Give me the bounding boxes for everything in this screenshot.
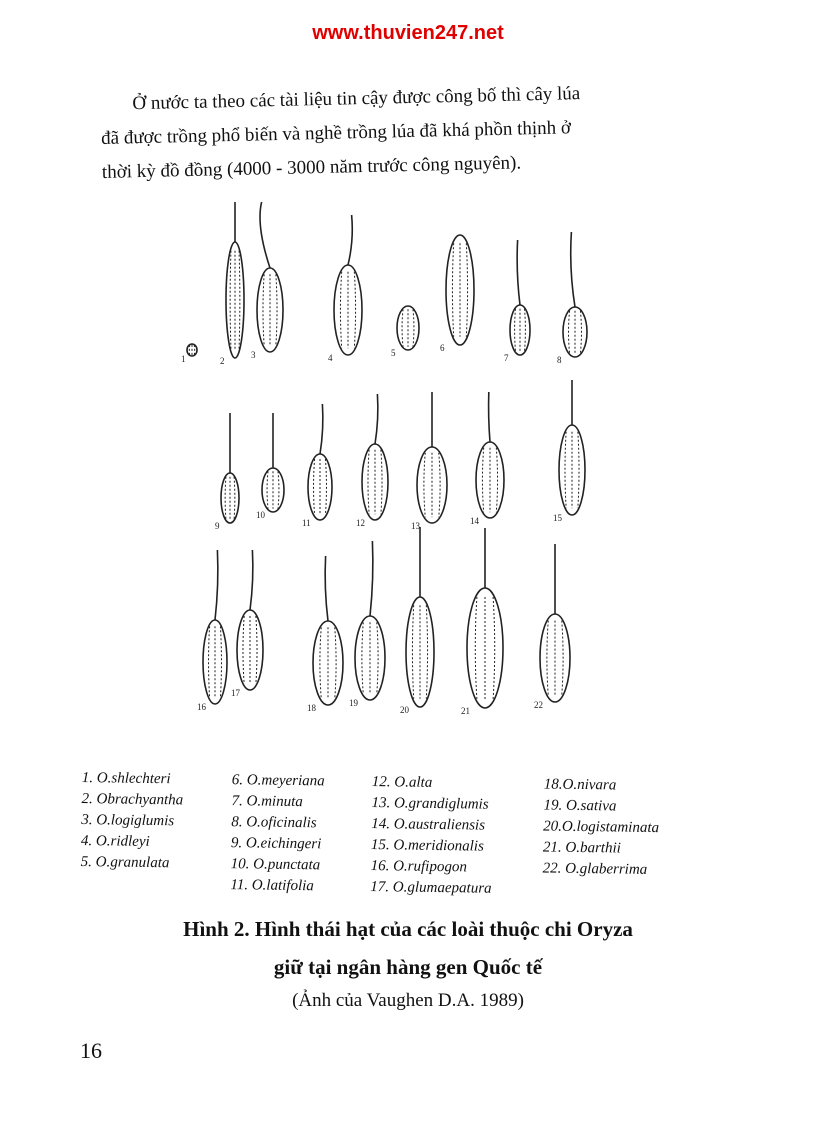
grain-rib (320, 627, 321, 698)
grain-label: 9 (215, 521, 220, 531)
grain-rib (493, 597, 495, 699)
grain-10 (262, 468, 284, 512)
grain-label: 20 (400, 705, 409, 715)
grain-rib (466, 243, 467, 337)
grain-rib (547, 621, 548, 696)
legend-item: 6. O.meyeriana (231, 772, 325, 790)
grain-label: 3 (251, 350, 256, 360)
legend-column-4 (542, 774, 659, 881)
grain-label: 10 (256, 510, 265, 520)
grain-rib (225, 477, 226, 520)
grain-rib (230, 251, 231, 350)
grain-awn (320, 404, 323, 454)
legend-item: 10. O.punctata (230, 856, 321, 874)
grain-rib (515, 309, 516, 352)
grain-rib (362, 622, 363, 693)
grain-rib (381, 450, 382, 515)
legend-item: 21. O.barthii (542, 839, 621, 857)
grain-rib (278, 471, 279, 508)
legend-item: 14. O.australiensis (371, 816, 486, 834)
grain-label: 13 (411, 521, 420, 531)
grain-label: 4 (328, 353, 333, 363)
grain-rib (580, 311, 581, 354)
grain-label: 14 (470, 516, 479, 526)
grain-rib (263, 274, 264, 345)
legend-item: 22. O.glaberrima (542, 860, 648, 878)
legend-item: 15. O.meridionalis (370, 837, 484, 855)
grain-rib (413, 309, 414, 346)
intro-paragraph (100, 74, 722, 190)
grain-rib (239, 251, 240, 350)
grain-label: 18 (307, 703, 316, 713)
legend-item: 2. Obrachyantha (81, 790, 184, 809)
grain-label: 7 (504, 353, 509, 363)
grain-rib (475, 597, 477, 699)
legend-item: 19. O.sativa (543, 797, 617, 815)
legend-column-2 (230, 770, 325, 897)
paragraph-line-1: Ở nước ta theo các tài liệu tin cậy được công bố thì cây lúa (132, 83, 581, 115)
grain-rib (565, 432, 566, 509)
legend-column-3 (370, 772, 493, 900)
legend-item: 4. O.ridleyi (80, 832, 150, 850)
grain-label: 2 (220, 356, 225, 366)
grain-label: 8 (557, 355, 562, 365)
grain-label: 5 (391, 348, 396, 358)
legend-item: 16. O.rufipogon (370, 858, 468, 876)
grain-rib (209, 626, 210, 697)
legend-item: 17. O.glumaepatura (370, 879, 492, 897)
grain-rib (439, 453, 440, 518)
legend-item: 18.O.nivara (543, 776, 617, 794)
grain-rib (452, 243, 453, 337)
grain-rib (354, 272, 355, 349)
page-number: 16 (80, 1038, 102, 1063)
grain-rib (256, 616, 257, 684)
grain-rib (424, 453, 425, 518)
grain-rib (562, 621, 563, 696)
grain-awn (489, 392, 490, 442)
grain-rib (325, 459, 326, 515)
grain-rib (234, 477, 235, 520)
grain-rib (578, 432, 579, 509)
legend-item: 5. O.granulata (80, 853, 170, 872)
legend-item: 9. O.eichingeri (230, 835, 322, 853)
legend-item: 13. O.grandiglumis (371, 795, 489, 813)
grain-label: 22 (534, 700, 543, 710)
website-header[interactable]: www.thuvien247.net (312, 22, 504, 44)
grain-rib (340, 272, 341, 349)
grain-awn (571, 232, 575, 307)
grain-rib (496, 448, 497, 513)
grain-awn (517, 240, 520, 305)
grain-label: 1 (181, 354, 186, 364)
grain-awn (375, 394, 378, 444)
grain-rib (314, 459, 315, 515)
caption-line-1: Hình 2. Hình thái hạt của các loài thuộc chi Oryza (183, 917, 633, 941)
grain-label-group (181, 343, 563, 716)
grain-rib (335, 627, 336, 698)
grain-label: 15 (553, 513, 562, 523)
grain-rib (426, 605, 427, 699)
grain-group (187, 202, 587, 708)
grain-rib (220, 626, 221, 697)
photo-credit: (Ảnh của Vaughen D.A. 1989) (292, 990, 524, 1011)
grain-rib (525, 309, 526, 352)
grain-rib (377, 622, 378, 693)
legend-item: 7. O.minuta (231, 793, 303, 811)
legend-item: 8. O.oficinalis (231, 814, 317, 832)
grain-rib (402, 309, 403, 346)
grain-awn (260, 202, 270, 268)
grain-rib (482, 448, 483, 513)
grain-rib (276, 274, 277, 345)
legend-item: 11. O.latifolia (230, 877, 314, 895)
figure-caption (0, 910, 816, 986)
legend-item: 20.O.logistaminata (543, 818, 660, 837)
grain-5 (397, 306, 419, 350)
grain-awn (250, 550, 253, 610)
grain-awn (325, 556, 328, 621)
rice-grain-figure (180, 200, 600, 740)
paragraph-line-2: đã được trồng phổ biến và nghề trồng lúa đã khá phồn thịnh ở (100, 117, 572, 149)
species-legend (80, 768, 702, 917)
caption-line-2: giữ tại ngân hàng gen Quốc tế (273, 955, 543, 979)
grain-label: 19 (349, 698, 358, 708)
grain-awn (370, 541, 373, 616)
grain-label: 6 (440, 343, 445, 353)
grain-label: 17 (231, 688, 240, 698)
grain-label: 16 (197, 702, 206, 712)
grain-rib (267, 471, 268, 508)
grain-label: 12 (356, 518, 365, 528)
grain-label: 11 (302, 518, 311, 528)
legend-item: 1. O.shlechteri (81, 769, 171, 788)
legend-item: 12. O.alta (371, 774, 433, 791)
grain-awn (348, 215, 352, 265)
grain-rib (243, 616, 244, 684)
legend-column-1 (81, 768, 184, 874)
grain-awn (215, 550, 218, 620)
grain-rib (412, 605, 413, 699)
grain-rib (368, 450, 369, 515)
grain-rib (569, 311, 570, 354)
paragraph-line-3: thời kỳ đồ đồng (4000 - 3000 năm trước công nguyên). (101, 152, 522, 183)
grain-label: 21 (461, 706, 470, 716)
legend-item: 3. O.logiglumis (81, 811, 175, 830)
